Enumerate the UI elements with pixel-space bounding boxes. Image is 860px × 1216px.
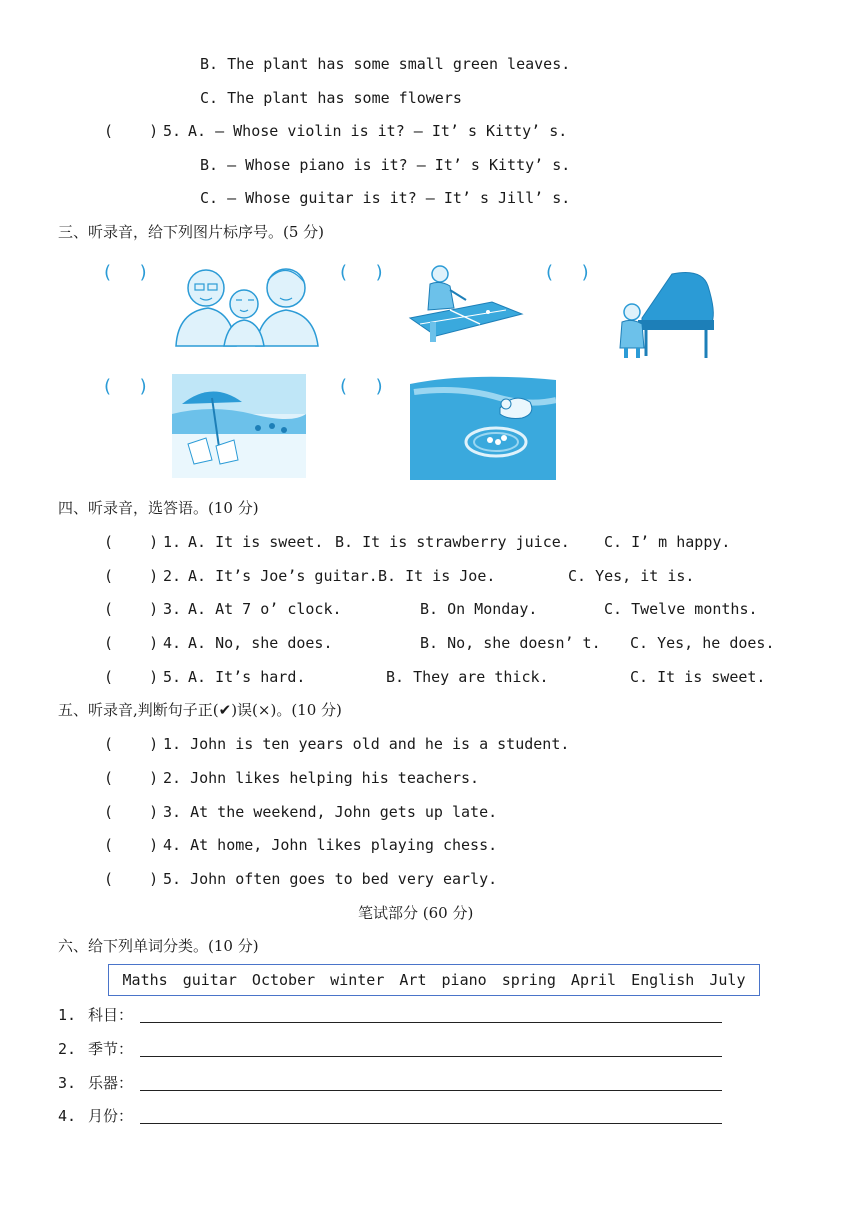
- section5-title: 五、听录音,判断句子正(✔)误(×)。(10 分): [58, 701, 342, 719]
- s5-q3-statement: 3. At the weekend, John gets up late.: [163, 803, 498, 821]
- q5-option-a: A. — Whose violin is it? — It’ s Kitty’ s.: [188, 122, 568, 140]
- s4-q3-number: 3.: [163, 600, 182, 618]
- s5-q2-paren[interactable]: ( ): [104, 769, 159, 787]
- written-part-title: 笔试部分 (60 分): [358, 904, 474, 922]
- word-bank-item: guitar: [182, 971, 237, 989]
- ping-pong-picture: [406, 262, 524, 346]
- word-bank: [108, 964, 760, 996]
- s5-q4-statement: 4. At home, John likes playing chess.: [163, 836, 498, 854]
- s4-q4-option-b: B. No, she doesn’ t.: [420, 634, 601, 652]
- s4-q5-paren[interactable]: ( ): [104, 668, 159, 686]
- section4-title: 四、听录音，选答语。(10 分): [58, 499, 259, 517]
- s4-q1-option-a: A. It is sweet.: [188, 533, 324, 551]
- category-1-number: 1.: [58, 1006, 77, 1024]
- q4-option-c: C. The plant has some flowers: [200, 89, 462, 107]
- s5-q1-statement: 1. John is ten years old and he is a student.: [163, 735, 570, 753]
- q4-option-b: B. The plant has some small green leaves.: [200, 55, 571, 73]
- s4-q4-option-c: C. Yes, he does.: [630, 634, 775, 652]
- word-bank-item: winter: [330, 971, 385, 989]
- s5-q5-paren[interactable]: ( ): [104, 870, 159, 888]
- category-2-number: 2.: [58, 1040, 77, 1058]
- s4-q1-option-b: B. It is strawberry juice.: [335, 533, 570, 551]
- s4-q1-number: 1.: [163, 533, 182, 551]
- category-3-label: 乐器：: [88, 1074, 134, 1092]
- family-picture: [172, 260, 320, 348]
- s5-q3-paren[interactable]: ( ): [104, 803, 159, 821]
- s4-q2-option-a: A. It’s Joe’s guitar.: [188, 567, 378, 585]
- picture-5-bracket[interactable]: ( ): [340, 376, 383, 397]
- word-bank-item: Maths: [122, 971, 168, 989]
- section3-title: 三、听录音，给下列图片标序号。(5 分): [58, 223, 325, 241]
- word-bank-item: spring: [501, 971, 556, 989]
- category-4-label: 月份：: [88, 1107, 134, 1125]
- s4-q2-paren[interactable]: ( ): [104, 567, 159, 585]
- q5-option-b: B. — Whose piano is it? — It’ s Kitty’ s.: [200, 156, 571, 174]
- s4-q2-number: 2.: [163, 567, 182, 585]
- s5-q5-statement: 5. John often goes to bed very early.: [163, 870, 498, 888]
- category-3-number: 3.: [58, 1074, 77, 1092]
- s4-q5-option-a: A. It’s hard.: [188, 668, 306, 686]
- s4-q5-option-c: C. It is sweet.: [630, 668, 766, 686]
- word-bank-item: piano: [441, 971, 487, 989]
- word-bank-item: April: [570, 971, 617, 989]
- s4-q4-option-a: A. No, she does.: [188, 634, 333, 652]
- piano-picture: [612, 262, 718, 366]
- beach-picture: [172, 374, 306, 478]
- word-bank-item: July: [709, 971, 746, 989]
- s4-q2-option-c: C. Yes, it is.: [568, 567, 695, 585]
- word-bank-item: Art: [399, 971, 427, 989]
- category-4-answer-line[interactable]: [140, 1123, 722, 1124]
- word-bank-item: October: [251, 971, 316, 989]
- picture-3-bracket[interactable]: ( ): [546, 262, 589, 283]
- word-bank-item: English: [631, 971, 695, 989]
- s4-q3-paren[interactable]: ( ): [104, 600, 159, 618]
- s5-q4-paren[interactable]: ( ): [104, 836, 159, 854]
- category-1-answer-line[interactable]: [140, 1022, 722, 1023]
- s4-q5-option-b: B. They are thick.: [386, 668, 549, 686]
- s4-q3-option-a: A. At 7 o’ clock.: [188, 600, 342, 618]
- s4-q3-option-c: C. Twelve months.: [604, 600, 758, 618]
- category-2-label: 季节：: [88, 1040, 134, 1058]
- picture-1-bracket[interactable]: ( ): [104, 262, 147, 283]
- category-2-answer-line[interactable]: [140, 1056, 722, 1057]
- category-3-answer-line[interactable]: [140, 1090, 722, 1091]
- q5-number: 5.: [163, 122, 182, 140]
- s5-q1-paren[interactable]: ( ): [104, 735, 159, 753]
- s4-q1-option-c: C. I’ m happy.: [604, 533, 731, 551]
- picture-2-bracket[interactable]: ( ): [340, 262, 383, 283]
- q5-option-c: C. — Whose guitar is it? — It’ s Jill’ s.: [200, 189, 571, 207]
- section6-title: 六、给下列单词分类。(10 分): [58, 937, 259, 955]
- s4-q1-paren[interactable]: ( ): [104, 533, 159, 551]
- category-4-number: 4.: [58, 1107, 77, 1125]
- s4-q2-option-b: B. It is Joe.: [378, 567, 496, 585]
- s4-q5-number: 5.: [163, 668, 182, 686]
- category-1-label: 科目：: [88, 1006, 134, 1024]
- picture-4-bracket[interactable]: ( ): [104, 376, 147, 397]
- s4-q3-option-b: B. On Monday.: [420, 600, 538, 618]
- q5-answer-paren[interactable]: ( ): [104, 122, 159, 140]
- s5-q2-statement: 2. John likes helping his teachers.: [163, 769, 480, 787]
- s4-q4-paren[interactable]: ( ): [104, 634, 159, 652]
- s4-q4-number: 4.: [163, 634, 182, 652]
- bird-nest-picture: [410, 374, 556, 480]
